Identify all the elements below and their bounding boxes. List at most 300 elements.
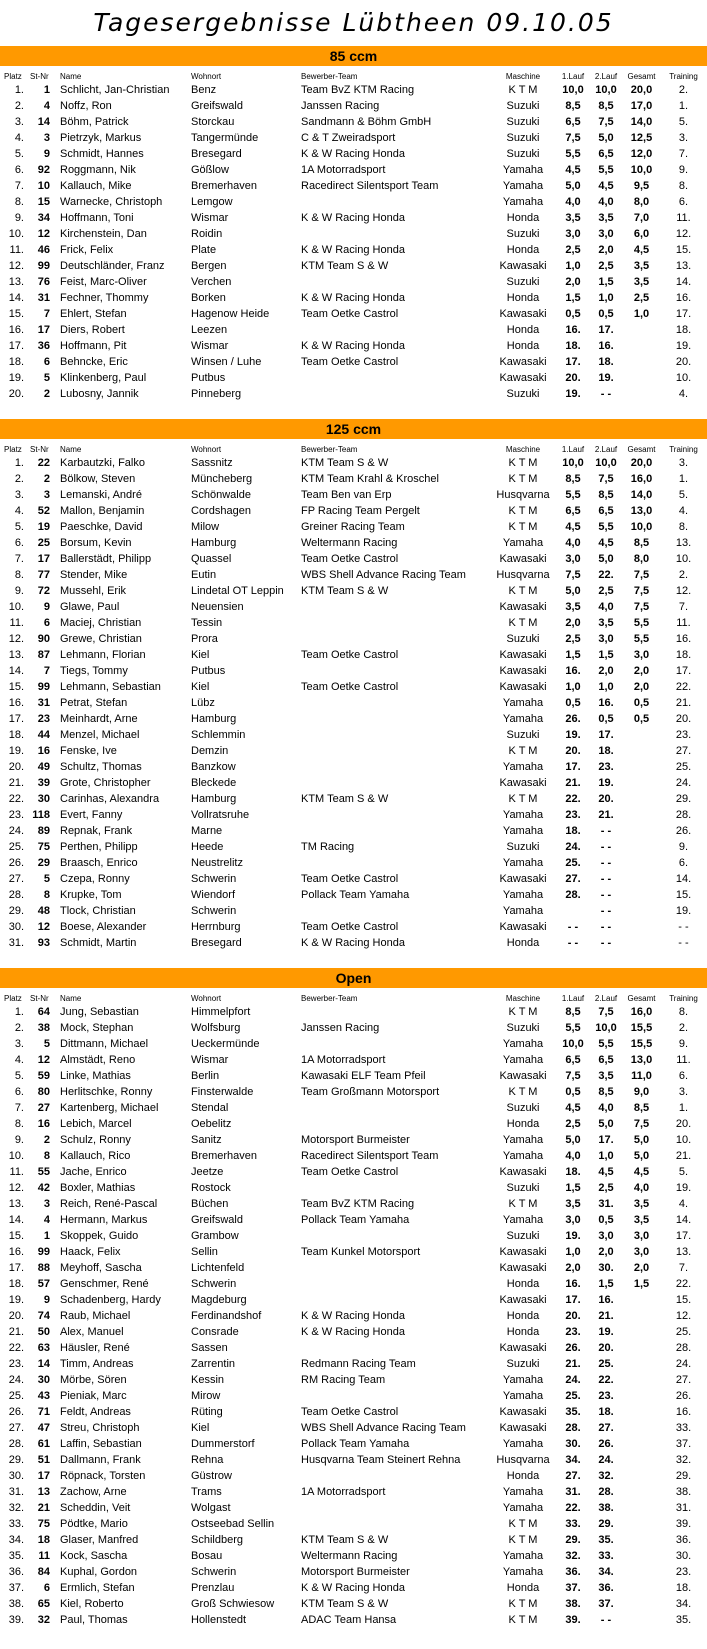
cell-run1: 17. xyxy=(565,761,581,773)
cell-run1: 4,0 xyxy=(565,1150,581,1162)
cell-machine: Yamaha xyxy=(502,1150,544,1162)
cell-residence: Schwerin xyxy=(191,905,237,917)
cell-start-number: 5 xyxy=(43,372,50,384)
cell-start-number: 29 xyxy=(37,857,50,869)
cell-run1: 1,5 xyxy=(565,649,581,661)
cell-start-number: 90 xyxy=(37,633,50,645)
cell-platz: 8. xyxy=(14,569,24,581)
cell-team: 1A Motorradsport xyxy=(301,164,386,176)
cell-training: 1. xyxy=(678,473,689,485)
cell-residence: Jeetze xyxy=(191,1166,224,1178)
cell-run1: - - xyxy=(567,921,579,933)
column-header-row xyxy=(0,66,707,82)
cell-training: 10. xyxy=(675,553,692,565)
cell-residence: Kessin xyxy=(191,1374,225,1386)
cell-run2: 22. xyxy=(598,1374,614,1386)
cell-training: 19. xyxy=(675,905,692,917)
cell-residence: Wiendorf xyxy=(191,889,236,901)
cell-start-number: 12 xyxy=(37,228,50,240)
cell-run1: 6,5 xyxy=(565,116,581,128)
column-header-run2: 2.Lauf xyxy=(594,72,618,81)
table-row xyxy=(0,1068,707,1084)
cell-machine: Honda xyxy=(506,1278,540,1290)
cell-rider-name: Herlitschke, Ronny xyxy=(60,1086,153,1098)
cell-run1: 3,0 xyxy=(565,1214,581,1226)
cell-run2: 5,5 xyxy=(598,164,614,176)
cell-team: WBS Shell Advance Racing Team xyxy=(301,569,466,581)
cell-run2: 20. xyxy=(598,793,614,805)
cell-machine: Yamaha xyxy=(502,1390,544,1402)
table-row xyxy=(0,146,707,162)
cell-rider-name: Kuphal, Gordon xyxy=(60,1566,138,1578)
cell-run2: 37. xyxy=(598,1598,614,1610)
cell-team: Pollack Team Yamaha xyxy=(301,889,410,901)
table-row xyxy=(0,1212,707,1228)
cell-residence: Trams xyxy=(191,1486,222,1498)
cell-training: 20. xyxy=(675,356,692,368)
cell-start-number: 16 xyxy=(37,745,50,757)
cell-residence: Wismar xyxy=(191,212,229,224)
cell-team: Team BvZ KTM Racing xyxy=(301,1198,415,1210)
cell-machine: Kawasaki xyxy=(499,1246,547,1258)
table-row xyxy=(0,1580,707,1596)
cell-platz: 26. xyxy=(8,857,24,869)
cell-rider-name: Pödtke, Mario xyxy=(60,1518,128,1530)
table-row xyxy=(0,887,707,903)
cell-start-number: 49 xyxy=(37,761,50,773)
column-header-training: Training xyxy=(669,72,698,81)
table-row xyxy=(0,1372,707,1388)
cell-platz: 6. xyxy=(14,537,24,549)
cell-start-number: 27 xyxy=(37,1102,50,1114)
cell-run2: 3,5 xyxy=(598,1070,614,1082)
cell-training: 7. xyxy=(678,1262,689,1274)
cell-rider-name: Braasch, Enrico xyxy=(60,857,138,869)
cell-rider-name: Dallmann, Frank xyxy=(60,1454,141,1466)
cell-team: Pollack Team Yamaha xyxy=(301,1438,410,1450)
cell-run2: 18. xyxy=(598,356,614,368)
results-sections xyxy=(0,46,707,1628)
cell-team: Racedirect Silentsport Team xyxy=(301,180,439,192)
cell-platz: 1. xyxy=(14,84,24,96)
cell-machine: Kawasaki xyxy=(499,1406,547,1418)
table-row xyxy=(0,1276,707,1292)
cell-rider-name: Grote, Christopher xyxy=(60,777,151,789)
cell-training: 3. xyxy=(678,1086,689,1098)
cell-platz: 9. xyxy=(14,212,24,224)
cell-residence: Lichtenfeld xyxy=(191,1262,245,1274)
cell-team: C & T Zweiradsport xyxy=(301,132,396,144)
cell-rider-name: Kock, Sascha xyxy=(60,1550,128,1562)
cell-run1: 4,0 xyxy=(565,196,581,208)
cell-rider-name: Repnak, Frank xyxy=(60,825,133,837)
cell-start-number: 57 xyxy=(37,1278,50,1290)
cell-platz: 14. xyxy=(8,665,24,677)
cell-training: 21. xyxy=(675,1150,692,1162)
cell-residence: Consrade xyxy=(191,1326,239,1338)
cell-run1: 19. xyxy=(565,388,581,400)
cell-run2: 3,0 xyxy=(598,633,614,645)
cell-training: 9. xyxy=(678,841,689,853)
cell-run2: 24. xyxy=(598,1454,614,1466)
cell-residence: Greifswald xyxy=(191,100,243,112)
cell-platz: 19. xyxy=(8,745,24,757)
cell-residence: Sassen xyxy=(191,1342,228,1354)
cell-run2: - - xyxy=(600,388,612,400)
column-header-rider-name: Name xyxy=(60,72,82,81)
cell-rider-name: Schadenberg, Hardy xyxy=(60,1294,161,1306)
cell-machine: Suzuki xyxy=(506,100,540,112)
table-row xyxy=(0,1308,707,1324)
cell-total: 5,5 xyxy=(633,633,650,645)
cell-start-number: 50 xyxy=(37,1326,50,1338)
cell-machine: Kawasaki xyxy=(499,649,547,661)
cell-platz: 4. xyxy=(14,1054,24,1066)
table-row xyxy=(0,727,707,743)
cell-run2: 6,5 xyxy=(598,505,614,517)
cell-machine: Kawasaki xyxy=(499,665,547,677)
column-header-total: Gesamt xyxy=(627,72,656,81)
cell-training: 14. xyxy=(675,276,692,288)
cell-training: 2. xyxy=(678,84,689,96)
cell-machine: Honda xyxy=(506,340,540,352)
cell-run1: 23. xyxy=(565,809,581,821)
cell-machine: Kawasaki xyxy=(499,356,547,368)
cell-total: 2,0 xyxy=(633,665,650,677)
cell-training: 7. xyxy=(678,148,689,160)
results-section xyxy=(0,968,707,1628)
cell-run2: 1,5 xyxy=(598,276,614,288)
cell-rider-name: Warnecke, Christoph xyxy=(60,196,163,208)
column-header-total: Gesamt xyxy=(627,994,656,1003)
cell-run2: 17. xyxy=(598,1134,614,1146)
cell-rider-name: Fechner, Thommy xyxy=(60,292,149,304)
cell-run2: - - xyxy=(600,857,612,869)
cell-team: Pollack Team Yamaha xyxy=(301,1214,410,1226)
cell-team: Sandmann & Böhm GmbH xyxy=(301,116,432,128)
cell-run1: 4,5 xyxy=(565,521,581,533)
cell-training: 30. xyxy=(675,1550,692,1562)
cell-total: 10,0 xyxy=(630,521,653,533)
table-row xyxy=(0,679,707,695)
cell-start-number: 99 xyxy=(37,681,50,693)
cell-platz: 23. xyxy=(8,1358,24,1370)
cell-platz: 27. xyxy=(8,1422,24,1434)
table-row xyxy=(0,1148,707,1164)
cell-run1: 26. xyxy=(565,713,581,725)
cell-training: 18. xyxy=(675,649,692,661)
table-row xyxy=(0,1340,707,1356)
cell-platz: 28. xyxy=(8,889,24,901)
cell-machine: Yamaha xyxy=(502,180,544,192)
cell-residence: Cordshagen xyxy=(191,505,251,517)
cell-machine: K T M xyxy=(508,585,538,597)
cell-run2: 17. xyxy=(598,324,614,336)
cell-residence: Greifswald xyxy=(191,1214,243,1226)
cell-team: Husqvarna Team Steinert Rehna xyxy=(301,1454,461,1466)
cell-start-number: 19 xyxy=(37,521,50,533)
cell-rider-name: Laffin, Sebastian xyxy=(60,1438,142,1450)
cell-rider-name: Ballerstädt, Philipp xyxy=(60,553,152,565)
cell-run1: 27. xyxy=(565,873,581,885)
cell-total: 15,5 xyxy=(630,1022,653,1034)
cell-machine: K T M xyxy=(508,793,538,805)
cell-residence: Wismar xyxy=(191,1054,229,1066)
cell-run2: 29. xyxy=(598,1518,614,1530)
cell-run2: 5,0 xyxy=(598,132,614,144)
cell-total: 7,0 xyxy=(633,212,650,224)
table-row xyxy=(0,1388,707,1404)
cell-run1: 2,0 xyxy=(565,276,581,288)
cell-run1: 21. xyxy=(565,1358,581,1370)
cell-residence: Groß Schwiesow xyxy=(191,1598,275,1610)
cell-residence: Roidin xyxy=(191,228,223,240)
cell-start-number: 4 xyxy=(43,1214,50,1226)
cell-platz: 24. xyxy=(8,825,24,837)
cell-training: 14. xyxy=(675,1214,692,1226)
cell-residence: Hamburg xyxy=(191,713,237,725)
cell-rider-name: Petrat, Stefan xyxy=(60,697,128,709)
cell-platz: 7. xyxy=(14,553,24,565)
cell-machine: Suzuki xyxy=(506,116,540,128)
table-row xyxy=(0,1404,707,1420)
cell-residence: Bremerhaven xyxy=(191,1150,258,1162)
cell-team: Kawasaki ELF Team Pfeil xyxy=(301,1070,426,1082)
cell-run1: - - xyxy=(567,937,579,949)
cell-run1: 36. xyxy=(565,1566,581,1578)
cell-run2: 22. xyxy=(598,569,614,581)
cell-run2: 31. xyxy=(598,1198,614,1210)
cell-start-number: 11 xyxy=(38,1550,50,1562)
cell-training: 8. xyxy=(678,180,689,192)
cell-training: 33. xyxy=(675,1422,692,1434)
cell-rider-name: Feist, Marc-Oliver xyxy=(60,276,147,288)
cell-training: 34. xyxy=(675,1598,692,1610)
cell-residence: Berlin xyxy=(191,1070,220,1082)
cell-run1: 22. xyxy=(565,793,581,805)
cell-training: 12. xyxy=(675,228,692,240)
cell-residence: Magdeburg xyxy=(191,1294,247,1306)
cell-platz: 17. xyxy=(8,713,24,725)
cell-run2: 4,0 xyxy=(598,196,614,208)
table-row xyxy=(0,1132,707,1148)
cell-start-number: 52 xyxy=(37,505,50,517)
cell-training: 3. xyxy=(678,457,689,469)
cell-team: RM Racing Team xyxy=(301,1374,386,1386)
cell-run2: 16. xyxy=(598,1294,614,1306)
cell-total: 17,0 xyxy=(630,100,653,112)
cell-training: 13. xyxy=(675,260,692,272)
cell-platz: 13. xyxy=(8,276,24,288)
cell-training: 26. xyxy=(675,825,692,837)
cell-training: 24. xyxy=(675,1358,692,1370)
table-row xyxy=(0,1596,707,1612)
column-header-platz: Platz xyxy=(4,72,22,81)
cell-residence: Prora xyxy=(191,633,218,645)
cell-training: 17. xyxy=(675,1230,692,1242)
cell-training: 37. xyxy=(675,1438,692,1450)
cell-residence: Heede xyxy=(191,841,224,853)
cell-rider-name: Jache, Enrico xyxy=(60,1166,127,1178)
cell-rider-name: Tlock, Christian xyxy=(60,905,136,917)
cell-run1: 18. xyxy=(565,825,581,837)
cell-rider-name: Behncke, Eric xyxy=(60,356,128,368)
cell-start-number: 3 xyxy=(43,132,50,144)
cell-rider-name: Mörbe, Sören xyxy=(60,1374,127,1386)
cell-rider-name: Häusler, René xyxy=(60,1342,130,1354)
cell-total: 10,0 xyxy=(630,164,653,176)
cell-residence: Müncheberg xyxy=(191,473,253,485)
table-row xyxy=(0,242,707,258)
cell-residence: Schwerin xyxy=(191,1566,237,1578)
cell-machine: Kawasaki xyxy=(499,553,547,565)
cell-team: K & W Racing Honda xyxy=(301,1310,405,1322)
cell-run1: 2,5 xyxy=(565,633,581,645)
cell-start-number: 17 xyxy=(37,1470,50,1482)
column-header-run1: 1.Lauf xyxy=(561,445,585,454)
cell-platz: 17. xyxy=(8,1262,24,1274)
cell-start-number: 21 xyxy=(37,1502,50,1514)
table-row xyxy=(0,743,707,759)
cell-run1: 31. xyxy=(565,1486,581,1498)
cell-platz: 31. xyxy=(8,937,24,949)
table-row xyxy=(0,1452,707,1468)
cell-start-number: 75 xyxy=(37,841,50,853)
column-header-machine: Maschine xyxy=(505,72,541,81)
cell-rider-name: Hoffmann, Toni xyxy=(60,212,134,224)
table-row xyxy=(0,1324,707,1340)
cell-team: K & W Racing Honda xyxy=(301,340,405,352)
cell-start-number: 1 xyxy=(43,84,50,96)
cell-machine: Yamaha xyxy=(502,1054,544,1066)
cell-training: 1. xyxy=(678,1102,689,1114)
cell-platz: 27. xyxy=(8,873,24,885)
column-header-run2: 2.Lauf xyxy=(594,445,618,454)
cell-machine: K T M xyxy=(508,473,538,485)
cell-machine: Kawasaki xyxy=(499,260,547,272)
cell-training: 27. xyxy=(675,745,692,757)
cell-platz: 9. xyxy=(14,585,24,597)
cell-training: 5. xyxy=(678,489,689,501)
cell-team: Janssen Racing xyxy=(301,100,380,112)
cell-machine: Kawasaki xyxy=(499,1422,547,1434)
cell-training: 15. xyxy=(675,244,692,256)
column-header-machine: Maschine xyxy=(505,994,541,1003)
column-header-start-number: St-Nr xyxy=(30,72,49,81)
cell-residence: Dummerstorf xyxy=(191,1438,255,1450)
cell-machine: Suzuki xyxy=(506,1358,540,1370)
table-row xyxy=(0,599,707,615)
cell-run1: 38. xyxy=(565,1598,581,1610)
cell-training: 2. xyxy=(678,1022,689,1034)
cell-machine: Kawasaki xyxy=(499,873,547,885)
cell-machine: Honda xyxy=(506,1326,540,1338)
cell-total: 16,0 xyxy=(630,1006,653,1018)
cell-machine: Honda xyxy=(506,292,540,304)
cell-team: TM Racing xyxy=(301,841,355,853)
cell-platz: 17. xyxy=(8,340,24,352)
table-row xyxy=(0,274,707,290)
cell-residence: Grambow xyxy=(191,1230,239,1242)
column-header-residence: Wohnort xyxy=(191,994,222,1003)
cell-platz: 25. xyxy=(8,841,24,853)
cell-training: 19. xyxy=(675,1182,692,1194)
cell-residence: Ostseebad Sellin xyxy=(191,1518,275,1530)
cell-machine: Suzuki xyxy=(506,633,540,645)
cell-start-number: 48 xyxy=(37,905,50,917)
cell-run2: 6,5 xyxy=(598,1054,614,1066)
cell-run1: 16. xyxy=(565,324,581,336)
cell-run2: 4,0 xyxy=(598,601,614,613)
cell-training: 11. xyxy=(676,617,691,629)
cell-run1: 3,0 xyxy=(565,228,581,240)
cell-run1: 20. xyxy=(565,745,581,757)
cell-total: 13,0 xyxy=(630,505,653,517)
cell-training: 28. xyxy=(675,1342,692,1354)
cell-training: 38. xyxy=(675,1486,692,1498)
cell-residence: Benz xyxy=(191,84,217,96)
cell-training: 31. xyxy=(675,1502,692,1514)
cell-training: 21. xyxy=(675,697,692,709)
cell-start-number: 9 xyxy=(43,601,50,613)
cell-run1: 37. xyxy=(565,1582,581,1594)
table-row xyxy=(0,711,707,727)
cell-start-number: 18 xyxy=(37,1534,50,1546)
column-header-platz: Platz xyxy=(4,445,22,454)
cell-residence: Marne xyxy=(191,825,223,837)
cell-machine: K T M xyxy=(508,84,538,96)
cell-residence: Himmelpfort xyxy=(191,1006,251,1018)
cell-run1: 5,0 xyxy=(565,1134,581,1146)
cell-run1: 39. xyxy=(565,1614,581,1626)
cell-platz: 2. xyxy=(14,100,24,112)
cell-training: 6. xyxy=(678,196,689,208)
cell-residence: Lindetal OT Leppin xyxy=(191,585,284,597)
cell-machine: Honda xyxy=(506,937,540,949)
cell-machine: Kawasaki xyxy=(499,601,547,613)
cell-start-number: 44 xyxy=(37,729,50,741)
cell-start-number: 31 xyxy=(37,292,50,304)
column-header-run1: 1.Lauf xyxy=(561,72,585,81)
cell-start-number: 30 xyxy=(37,1374,50,1386)
cell-training: 7. xyxy=(678,601,689,613)
cell-total: 4,0 xyxy=(633,1182,650,1194)
cell-platz: 18. xyxy=(8,1278,24,1290)
cell-run1: 5,5 xyxy=(565,148,581,160)
column-header-training: Training xyxy=(669,445,698,454)
cell-start-number: 5 xyxy=(43,873,50,885)
cell-machine: Kawasaki xyxy=(499,1294,547,1306)
cell-machine: Husqvarna xyxy=(496,489,550,501)
cell-start-number: 14 xyxy=(37,116,50,128)
cell-run1: 1,0 xyxy=(565,1246,581,1258)
cell-rider-name: Genschmer, René xyxy=(60,1278,149,1290)
cell-platz: 1. xyxy=(14,457,24,469)
cell-platz: 12. xyxy=(8,1182,24,1194)
cell-rider-name: Boese, Alexander xyxy=(60,921,147,933)
table-row xyxy=(0,1116,707,1132)
cell-platz: 22. xyxy=(8,1342,24,1354)
cell-run2: - - xyxy=(600,825,612,837)
cell-machine: K T M xyxy=(508,1198,538,1210)
cell-start-number: 71 xyxy=(37,1406,50,1418)
cell-start-number: 6 xyxy=(43,356,50,368)
table-row xyxy=(0,839,707,855)
cell-rider-name: Lehmann, Sebastian xyxy=(60,681,161,693)
cell-start-number: 118 xyxy=(32,809,50,821)
column-header-team: Bewerber-Team xyxy=(301,994,358,1003)
cell-start-number: 1 xyxy=(43,1230,50,1242)
